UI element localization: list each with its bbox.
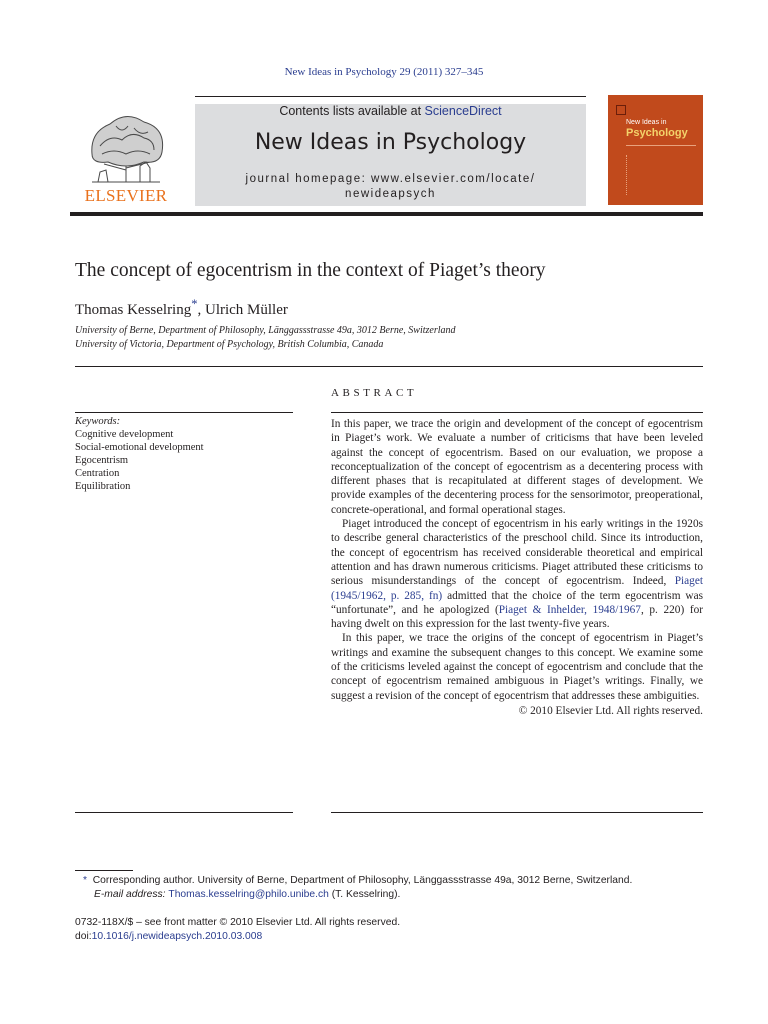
cover-line-1: New Ideas in [626, 119, 667, 126]
footnote-line-2 [75, 888, 703, 902]
contents-availability-line [195, 104, 586, 118]
doi-prefix: doi: [75, 931, 92, 942]
masthead-bottom-rule [70, 212, 703, 216]
corresponding-author-footnote [75, 874, 703, 902]
keyword-item: Equilibration [75, 480, 131, 492]
homepage-line-2[interactable]: newideapsych [345, 188, 436, 200]
abstract-body [331, 417, 703, 718]
cover-line-2: Psychology [626, 127, 688, 139]
homepage-line-1[interactable]: journal homepage: www.elsevier.com/locate/ [245, 173, 536, 185]
abstract-heading: ABSTRACT [331, 387, 418, 399]
sciencedirect-link[interactable]: ScienceDirect [424, 104, 502, 118]
doi-link[interactable]: 10.1016/j.newideapsych.2010.03.008 [91, 931, 263, 942]
journal-citation[interactable]: New Ideas in Psychology 29 (2011) 327–345 [284, 66, 484, 78]
copyright-notice: © 2010 Elsevier Ltd. All rights reserved. [518, 704, 703, 717]
email-label: E-mail address: [94, 889, 169, 900]
keyword-item: Cognitive development [75, 428, 174, 440]
journal-cover-image[interactable] [608, 95, 703, 205]
abstract-paragraph [331, 517, 703, 631]
author-name[interactable]: Ulrich Müller [204, 302, 288, 318]
front-matter [75, 916, 400, 944]
email-suffix: (T. Kesselring). [328, 889, 401, 900]
issn-line: 0732-118X/$ – see front matter © 2010 Elsevier Ltd. All rights reserved. [75, 917, 401, 928]
cover-decoration [626, 155, 667, 195]
abstract-text-run: Piaget introduced the concept of egocentrism in his early writings in the 1920s to describe general characteristics of the preschool child. Since its introduction, the concept of egocentrism has received considerable theoretical and empirical attention and has drawn numerous criticisms. Piaget attributed these criticisms to serious misunderstandings of the concept of egocentrism. Indeed, [331, 518, 703, 588]
footnote-rule [75, 870, 133, 871]
citation-link[interactable]: Piaget & Inhelder, 1948/1967 [498, 603, 641, 616]
journal-homepage[interactable] [195, 172, 586, 202]
citation-link[interactable]: Piaget (1945/1962, p. 285, fn) [331, 575, 703, 602]
affiliation: University of Berne, Department of Philosophy, Länggassstrasse 49a, 3012 Berne, Switzerland [75, 325, 456, 336]
author-list [75, 297, 288, 319]
keywords-heading: Keywords: [75, 416, 121, 427]
keyword-item: Egocentrism [75, 454, 129, 466]
affiliation: University of Victoria, Department of Psychology, British Columbia, Canada [75, 339, 384, 350]
abstract-bottom-rule [331, 812, 703, 813]
corresponding-author-mark[interactable]: * [191, 297, 198, 311]
keywords-block [75, 416, 204, 493]
footnote-mark: * [83, 875, 88, 886]
contents-prefix: Contents lists available at [279, 104, 425, 118]
doi-line [75, 930, 400, 944]
section-rule [75, 366, 703, 367]
cover-divider [626, 145, 696, 146]
email-link[interactable]: Thomas.kesselring@philo.unibe.ch [168, 889, 329, 900]
keyword-item: Social-emotional development [75, 441, 204, 453]
footnote-text: Corresponding author. University of Berne, Department of Philosophy, Länggassstrasse 49a, 3012 Berne, Switzerland. [92, 875, 633, 886]
masthead-top-rule [195, 96, 586, 97]
abstract-text-run: , p. 220) for having dwelt on this expression for the last twenty-five years. [331, 603, 703, 631]
author-name[interactable]: Thomas Kesselring [75, 302, 192, 318]
article-title: The concept of egocentrism in the context of Piaget’s theory [75, 260, 546, 281]
keywords-bottom-rule [75, 812, 293, 813]
abstract-text-run: admitted that the choice of the term egocentrism was “unfortunate”, and he apologized ( [331, 589, 703, 616]
author-separator: , [197, 302, 205, 318]
footnote-line-1 [75, 874, 703, 888]
journal-title: New Ideas in Psychology [254, 130, 527, 155]
abstract-paragraph: In this paper, we trace the origin and development of the concept of egocentrism in Piaget’s work. We evaluate a number of criticisms that have been leveled against the concept of egocentrism. Based on our evaluation, we propose a reconceptualization of the concept of egocentrism as a decentering process with different phases that is recapitulated at different stages of development. We provide examples of the decentering process for the sensorimotor, preoperational, concrete-operational, and formal operational stages. [331, 418, 703, 516]
cover-emblem-icon [616, 105, 626, 115]
abstract-top-rule [331, 412, 703, 413]
keywords-top-rule [75, 412, 293, 413]
elsevier-wordmark: ELSEVIER [84, 186, 168, 205]
keyword-item: Centration [75, 467, 120, 479]
abstract-paragraph: In this paper, we trace the origins of the concept of egocentrism in Piaget’s writings and examine the subsequent changes to this concept. We examine some of the criticisms leveled against the concept of egocentrism and conclude that the concept of egocentrism remained ambiguous in Piaget’s writings. Finally, we suggest a revision of the concept of egocentrism that addresses these ambiguities. [331, 632, 703, 702]
